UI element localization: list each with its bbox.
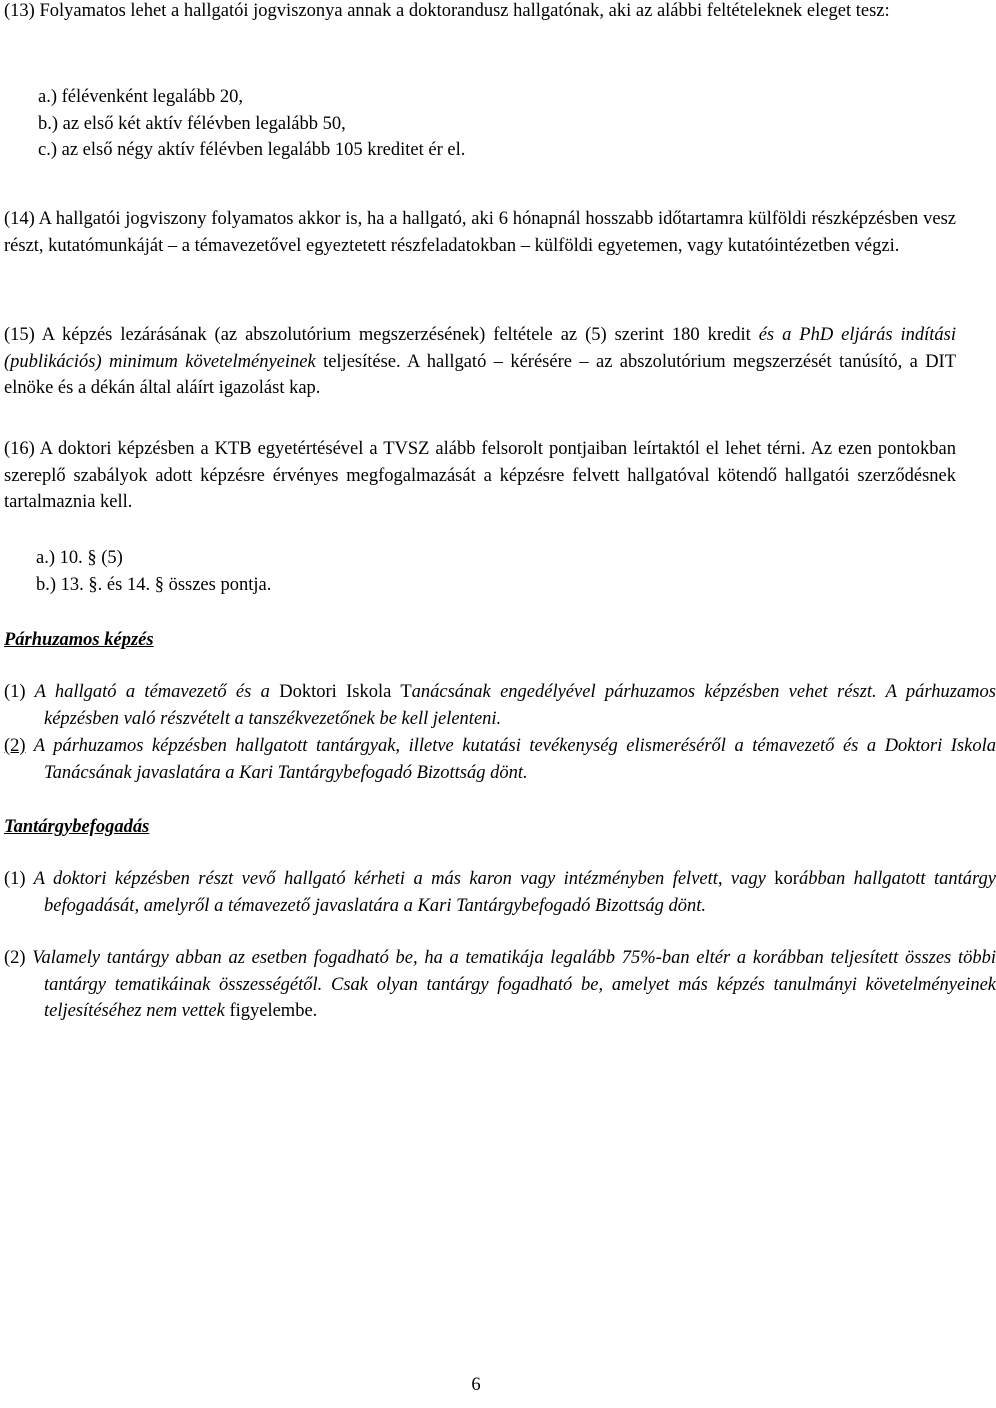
credit-item-1 <box>4 866 996 919</box>
list-item: a.) félévenként legalább 20, <box>38 87 243 107</box>
parallel-item-1-text-c: anácsának engedélyével párhuzamos képzésben vehet részt. A párhuzamos képzésben való részvételt a tanszékvezetőnek be kell jelenteni. <box>44 682 996 729</box>
credit-item-2 <box>4 945 996 1025</box>
parallel-item-2-text: A párhuzamos képzésben hallgatott tantárgyak, illetve kutatási tevékenység elismeréséről a témavezető és a Doktori Iskola Tanácsának javaslatára a Kari Tantárgybefogadó Bizottság dönt. <box>25 736 996 783</box>
list-item: b.) 13. §. és 14. § összes pontja. <box>36 574 272 595</box>
parallel-item-1-text-a: A hallgató a témavezető és a <box>25 682 280 702</box>
list-item: c.) az első négy aktív félévben legalább 105 kreditet ér el. <box>38 140 466 160</box>
list-item: b.) az első két aktív félévben legalább 50, <box>38 113 346 134</box>
credit-item-1-text-c: ábban hallgatott tantárgy befogadását, amelyről a témavezető javaslatára a Kari Tantárgybefogadó Bizottság dönt. <box>44 869 996 916</box>
credit-item-1-text-a: A doktori képzésben részt vevő hallgató kérheti a más karon vagy intézményben felvett, vagy <box>25 869 775 889</box>
item-number: (1) <box>4 869 26 889</box>
credit-item-2-text-a: Valamely tantárgy abban az esetben fogadható be, ha a tematikája legalább 75%-ban eltér a korábban teljesített összes többi tantárgy tematikáinak összességétől. Csak olyan tantárgy fogadható be, amelyet más képzés tanulmányi követelményeinek teljesítéséhez nem vettek <box>25 948 996 1021</box>
paragraph-15-part1: (15) A képzés lezárásának (az abszolutórium megszerzésének) feltétele az (5) szerint 180 kredit <box>4 325 759 345</box>
page-number: 6 <box>471 1375 481 1395</box>
parallel-item-1 <box>4 679 996 732</box>
item-number: (2) <box>4 948 26 968</box>
paragraph-16: (16) A doktori képzésben a KTB egyetértésével a TVSZ alább felsorolt pontjaiban leírtaktól el lehet térni. Az ezen pontokban szereplő szabályok adott képzésre érvényes megfogalmazását a képzésre felvett hallgatóval kötendő hallgatói szerződésnek tartalmaznia kell. <box>4 439 956 512</box>
section-heading-parallel-training: Párhuzamos képzés <box>4 630 154 650</box>
paragraph-14: (14) A hallgatói jogviszony folyamatos akkor is, ha a hallgató, aki 6 hónapnál hosszabb időtartamra külföldi részképzésben vesz részt, kutatómunkáját – a témavezetővel egyeztetett részfeladatokban – külföldi egyetemen, vagy kutatóintézetben végzi. <box>4 209 956 256</box>
section-heading-course-recognition: Tantárgybefogadás <box>4 817 150 837</box>
paragraph-13: (13) Folyamatos lehet a hallgatói jogviszonya annak a doktorandusz hallgatónak, aki az alábbi feltételeknek eleget tesz: <box>4 1 890 21</box>
list-item: a.) 10. § (5) <box>36 548 123 568</box>
document-page <box>4 0 996 1408</box>
list-16 <box>4 545 956 598</box>
list-13 <box>4 84 956 164</box>
parallel-item-2 <box>4 733 996 786</box>
item-number: (2) <box>4 736 26 756</box>
item-number: (1) <box>4 682 26 702</box>
credit-item-1-text-b: kor <box>774 869 799 889</box>
paragraph-15 <box>4 322 956 402</box>
parallel-item-1-text-b: Doktori Iskola T <box>279 682 412 702</box>
credit-item-2-text-b: figyelembe. <box>229 1001 318 1021</box>
paragraph-15-italic: és a PhD eljárás indítási (publikációs) minimum követelményeinek <box>4 325 956 372</box>
paragraph-15-part3: teljesítése. A hallgató – kérésére – az abszolutórium megszerzését tanúsító, a DIT elnöke és a dékán által aláírt igazolást kap. <box>4 351 957 398</box>
